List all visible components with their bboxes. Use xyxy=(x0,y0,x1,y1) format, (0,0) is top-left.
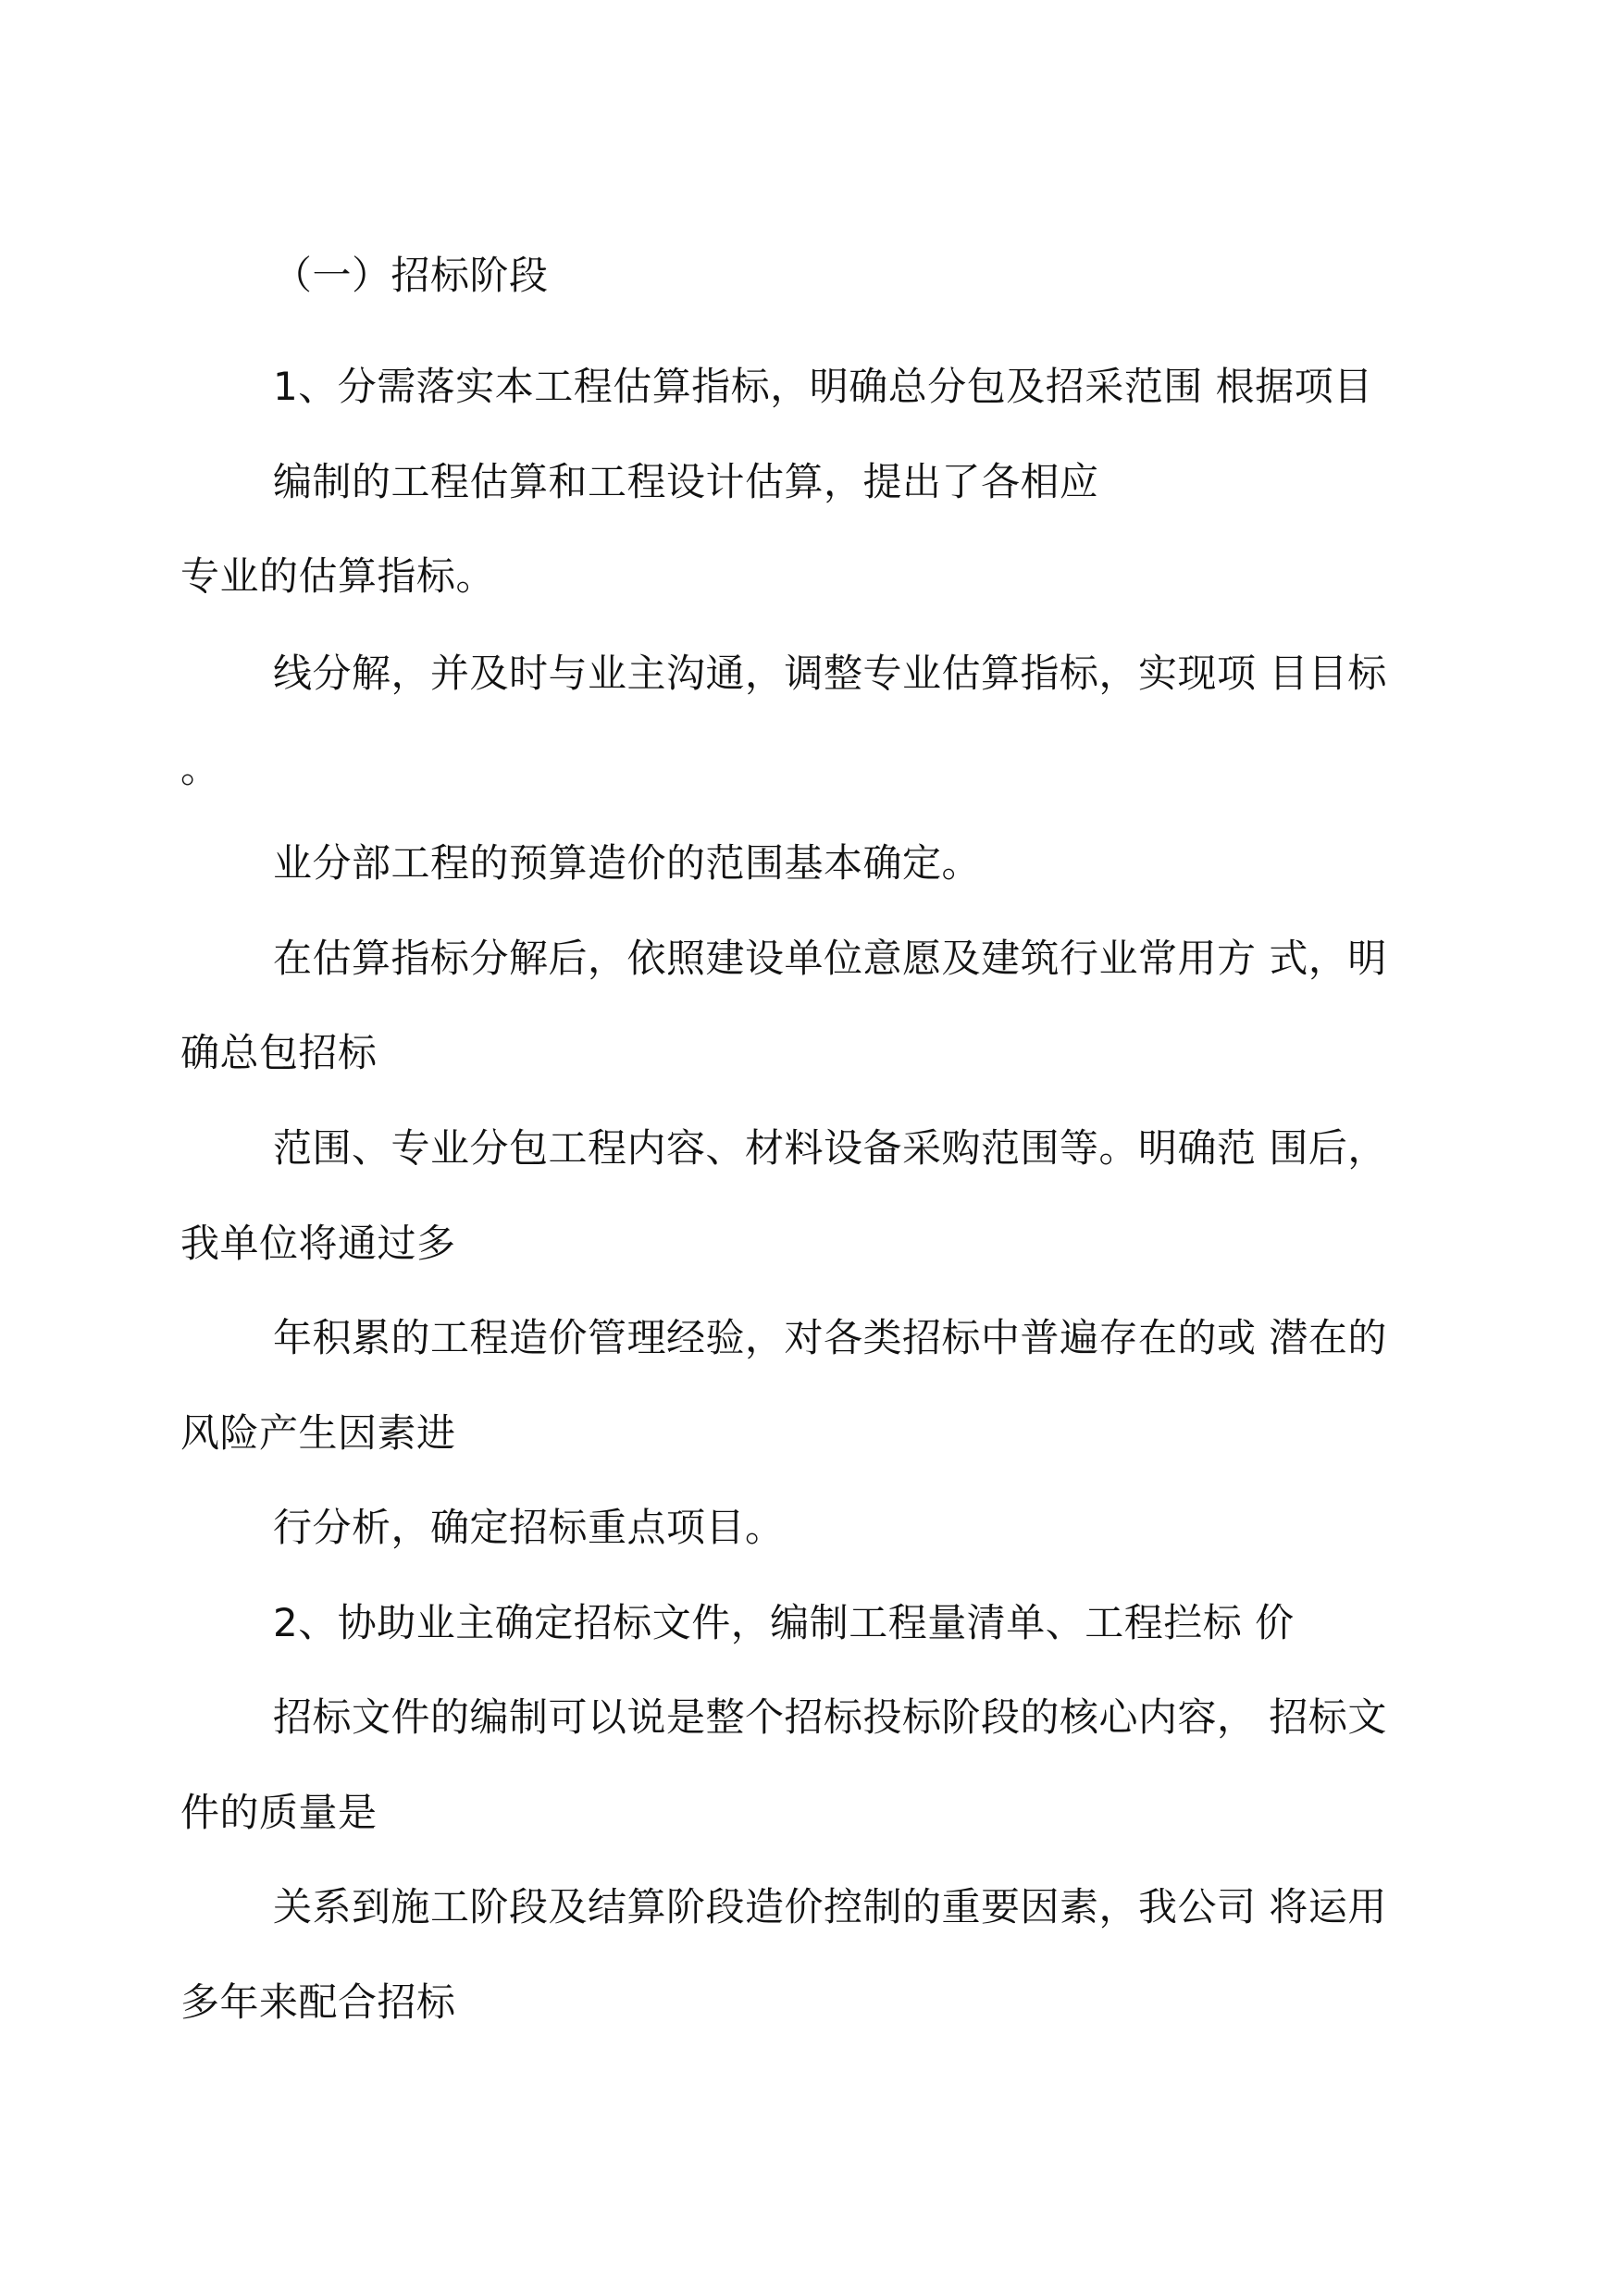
paragraph-line: 招标文件的编制可以说是整个招标投标阶段的核心内容， 招标文 xyxy=(273,1694,1387,1740)
paragraph-line: 1、分需落实本工程估算指标，明确总分包及招采范围 根据项目 xyxy=(273,364,1373,409)
paragraph-line: 件的质量是 xyxy=(180,1790,378,1835)
paragraph-line: 线分解，并及时与业主沟通，调整专业估算指标，实现项 目目标 xyxy=(273,651,1387,696)
paragraph-line: 多年来配合招标 xyxy=(180,1979,456,2025)
paragraph-line: 我单位将通过多 xyxy=(180,1221,456,1266)
paragraph-line: 2、协助业主确定招标文件，编制工程量清单、工程拦标 价 xyxy=(273,1600,1295,1645)
paragraph-line: 风险产生因素进 xyxy=(180,1410,456,1456)
paragraph-line: 确总包招标 xyxy=(180,1030,378,1075)
section-heading: （一）招标阶段 xyxy=(273,253,549,298)
paragraph-line: 范围、专业分包工程内容、材料设备采购范围等。明确范 围后， xyxy=(273,1125,1387,1171)
paragraph-line: 业分部工程的预算造价的范围基本确定。 xyxy=(273,840,982,886)
paragraph-line: 行分析，确定招标重点项目。 xyxy=(273,1505,785,1550)
paragraph-line: 专业的估算指标。 xyxy=(180,553,496,599)
paragraph-line: 编制的工程估算和工程设计估算，提出了各相应 xyxy=(273,459,1099,504)
paragraph-line: 关系到施工阶段及结算阶段造价控制的重要因素，我公司 将运用 xyxy=(273,1884,1387,1929)
paragraph-line: 。 xyxy=(180,746,220,791)
paragraph-line: 在估算指标分解后，依照建设单位意愿及建筑行业常用方 式，明 xyxy=(273,936,1387,981)
paragraph-line: 年积累的工程造价管理经验，对各类招标中普遍存在的或 潜在的 xyxy=(273,1315,1387,1360)
